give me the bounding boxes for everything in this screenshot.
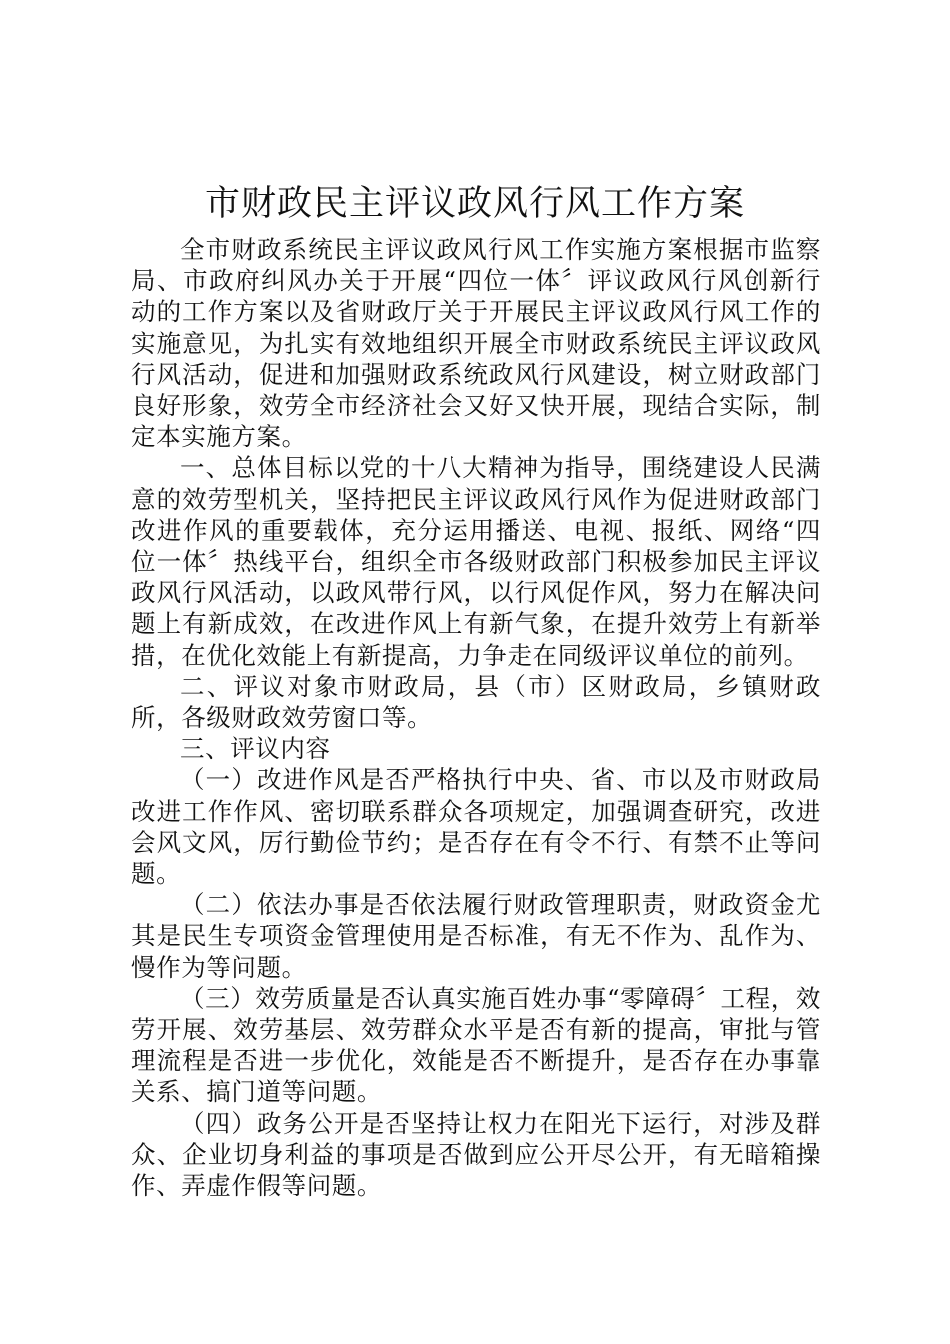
paragraph-overall-goal: 一、总体目标以党的十八大精神为指导，围绕建设人民满意的效劳型机关，坚持把民主评议政风行风作为促进财政部门改进作风的重要载体，充分运用播送、电视、报纸、网络“四位一体〞热线平台，组织全市各级财政部门积极参加民主评议政风行风活动，以政风带行风，以行风促作风，努力在解决问题上有新成效，在改进作风上有新气象，在提升效劳上有新举措，在优化效能上有新提高，力争走在同级评议单位的前列。 [131,453,821,670]
paragraph-government-transparency: （四）政务公开是否坚持让权力在阳光下运行，对涉及群众、企业切身利益的事项是否做到应公开尽公开，有无暗箱操作、弄虚作假等问题。 [131,1108,821,1201]
paragraph-review-targets: 二、评议对象市财政局，县（市）区财政局，乡镇财政所，各级财政效劳窗口等。 [131,671,821,733]
paragraph-lawful-conduct: （二）依法办事是否依法履行财政管理职责，财政资金尤其是民生专项资金管理使用是否标准，有无不作为、乱作为、慢作为等问题。 [131,890,821,982]
paragraph-improve-style: （一）改进作风是否严格执行中央、省、市以及市财政局改进工作作风、密切联系群众各项规定，加强调查研究，改进会风文风，厉行勤俭节约；是否存在有令不行、有禁不止等问题。 [131,765,821,889]
paragraph-intro: 全市财政系统民主评议政风行风工作实施方案根据市监察局、市政府纠风办关于开展“四位一体〞评议政风行风创新行动的工作方案以及省财政厅关于开展民主评议政风行风工作的实施意见，为扎实有效地组织开展全市财政系统民主评议政风行风活动，促进和加强财政系统政风行风建设，树立财政部门良好形象，效劳全市经济社会又好又快开展，现结合实际，制定本实施方案。 [131,235,821,452]
document-body [131,234,821,1201]
paragraph-service-quality: （三）效劳质量是否认真实施百姓办事“零障碍〞工程，效劳开展、效劳基层、效劳群众水平是否有新的提高，审批与管理流程是否进一步优化，效能是否不断提升，是否存在办事靠关系、搞门道等问题。 [131,983,821,1107]
section-heading-review-content: 三、评议内容 [180,734,331,764]
document-title: 市财政民主评议政风行风工作方案 [204,184,745,224]
